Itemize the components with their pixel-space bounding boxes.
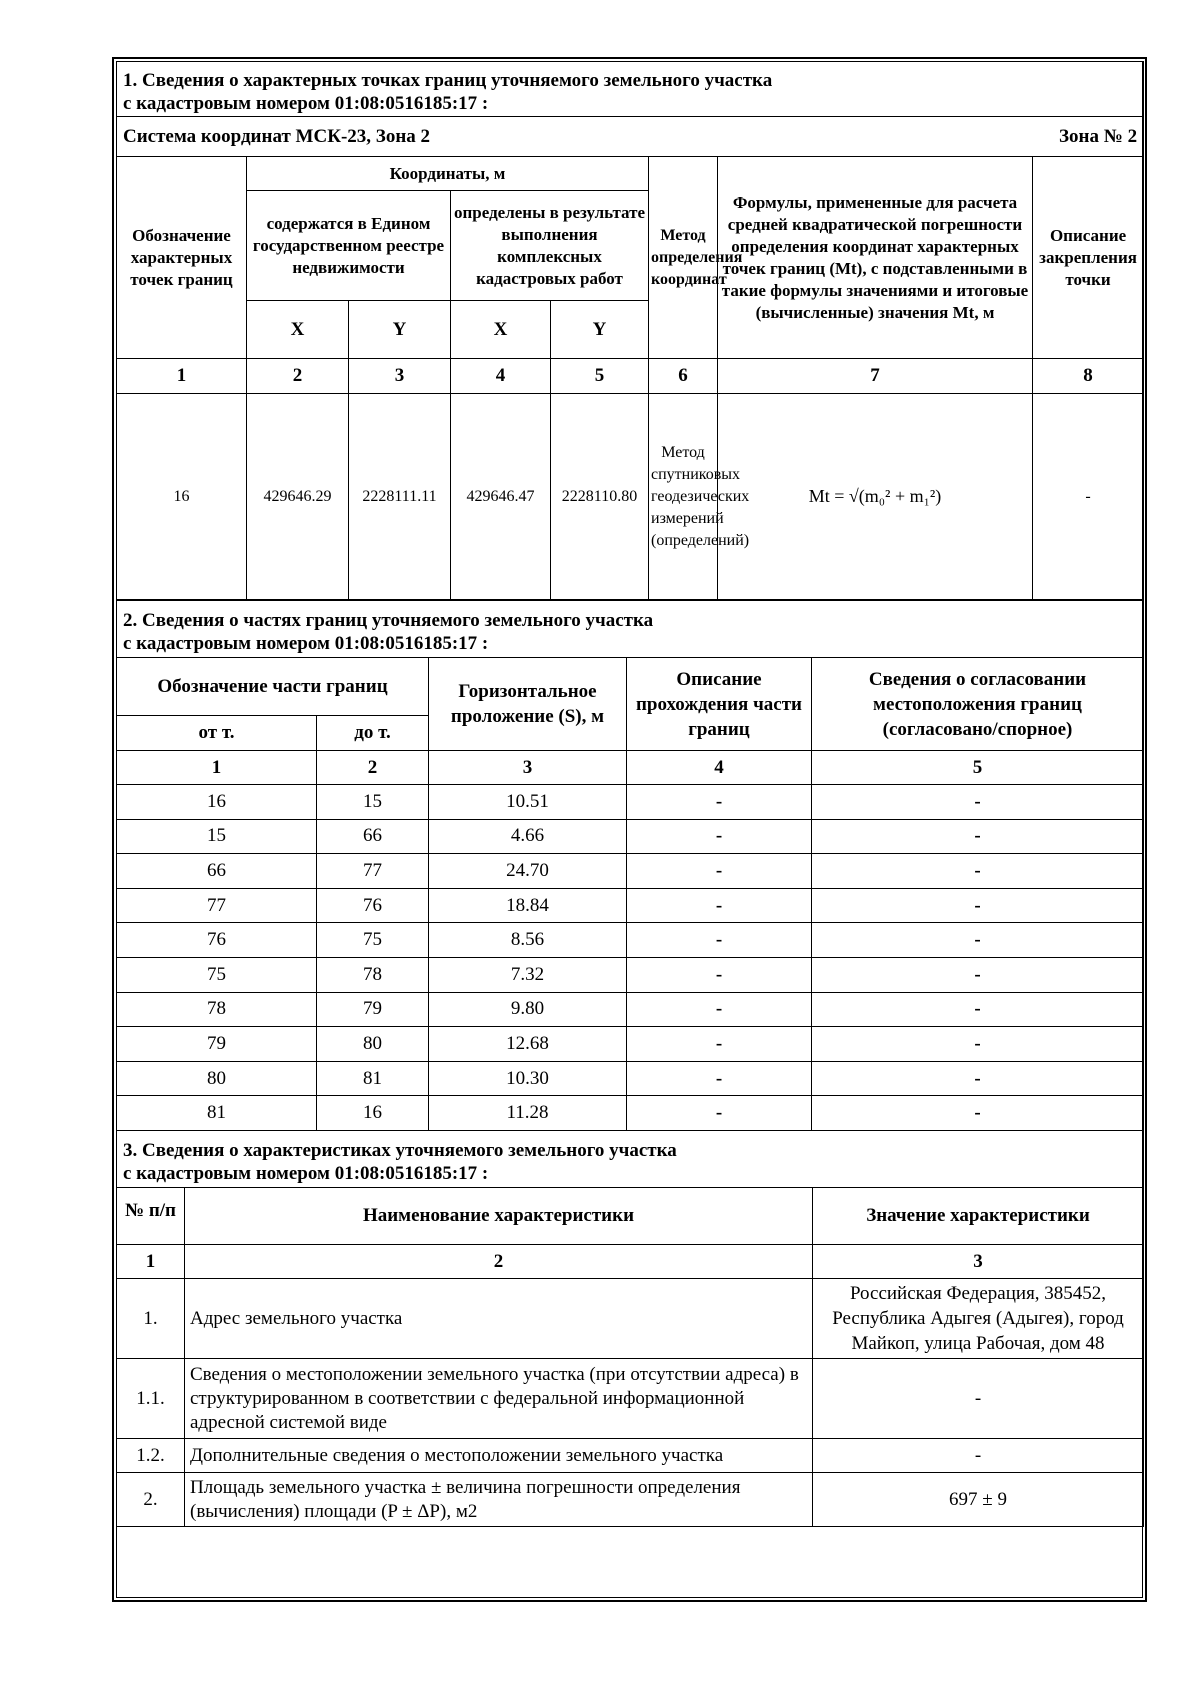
header-egrn: содержатся в Едином государственном реестре недвижимости	[247, 191, 451, 301]
header-determined: определены в результате выполнения комплексных кадастровых работ	[451, 191, 649, 301]
point-y-determined: 2228110.80	[551, 394, 649, 600]
part-from: 75	[117, 957, 317, 992]
char-name: Адрес земельного участка	[185, 1279, 813, 1359]
part-passage: -	[627, 888, 812, 923]
boundary-part-row	[117, 1061, 1144, 1096]
part-length: 9.80	[429, 992, 627, 1027]
char-name: Площадь земельного участка ± величина погрешности определения (вычисления) площади (P ± ΔP), м2	[185, 1473, 813, 1527]
char-num: 2.	[117, 1473, 185, 1527]
section3-title-line2: с кадастровым номером 01:08:0516185:17 :	[123, 1163, 489, 1184]
section1-table	[116, 61, 1144, 600]
section2-title-line1: 2. Сведения о частях границ уточняемого земельного участка	[123, 610, 654, 631]
point-name: 16	[117, 394, 247, 600]
header-description: Описание закрепления точки	[1033, 157, 1144, 359]
part-from: 16	[117, 785, 317, 820]
part-to: 80	[317, 1027, 429, 1062]
part-length: 7.32	[429, 957, 627, 992]
part-agreement: -	[812, 923, 1144, 958]
boundary-part-row	[117, 923, 1144, 958]
boundary-part-row	[117, 854, 1144, 889]
part-length: 4.66	[429, 819, 627, 854]
part-agreement: -	[812, 888, 1144, 923]
part-from: 80	[117, 1061, 317, 1096]
part-from: 76	[117, 923, 317, 958]
header-name: Наименование характеристики	[185, 1188, 813, 1245]
col-number: 1	[117, 1245, 185, 1279]
section2-table	[116, 600, 1144, 1131]
header-x1: X	[247, 301, 349, 359]
char-name: Дополнительные сведения о местоположении земельного участка	[185, 1439, 813, 1473]
boundary-part-row	[117, 888, 1144, 923]
char-num: 1.1.	[117, 1359, 185, 1439]
part-from: 15	[117, 819, 317, 854]
part-from: 78	[117, 992, 317, 1027]
part-from: 77	[117, 888, 317, 923]
part-to: 77	[317, 854, 429, 889]
section2-title-line2: с кадастровым номером 01:08:0516185:17 :	[123, 633, 489, 654]
col-number: 2	[247, 359, 349, 394]
header-part: Обозначение части границ	[117, 658, 429, 716]
section2-title	[117, 601, 1144, 658]
header-value: Значение характеристики	[813, 1188, 1144, 1245]
col-number: 5	[551, 359, 649, 394]
point-description: -	[1033, 394, 1144, 600]
part-from: 66	[117, 854, 317, 889]
char-value: 697 ± 9	[813, 1473, 1144, 1527]
part-to: 15	[317, 785, 429, 820]
char-num: 1.	[117, 1279, 185, 1359]
characteristic-row	[117, 1439, 1144, 1473]
section3-table	[116, 1130, 1144, 1527]
boundary-part-row	[117, 957, 1144, 992]
boundary-part-row	[117, 1027, 1144, 1062]
part-passage: -	[627, 819, 812, 854]
point-row	[117, 394, 1144, 600]
characteristic-row	[117, 1359, 1144, 1439]
part-to: 75	[317, 923, 429, 958]
part-to: 79	[317, 992, 429, 1027]
part-length: 8.56	[429, 923, 627, 958]
col-number: 2	[185, 1245, 813, 1279]
header-num: № п/п	[117, 1188, 185, 1245]
col-number: 7	[718, 359, 1033, 394]
part-from: 81	[117, 1096, 317, 1131]
part-agreement: -	[812, 992, 1144, 1027]
col-number: 1	[117, 751, 317, 785]
point-method: Метод спутниковых геодезических измерений (определений)	[649, 394, 718, 600]
section1-title-line2: с кадастровым номером 01:08:0516185:17 :	[123, 93, 489, 114]
char-value: -	[813, 1359, 1144, 1439]
header-horizontal: Горизонтальное проложение (S), м	[429, 658, 627, 751]
header-from: от т.	[117, 716, 317, 751]
part-passage: -	[627, 854, 812, 889]
part-length: 18.84	[429, 888, 627, 923]
part-agreement: -	[812, 785, 1144, 820]
col-number: 3	[349, 359, 451, 394]
col-number: 2	[317, 751, 429, 785]
part-passage: -	[627, 785, 812, 820]
part-to: 81	[317, 1061, 429, 1096]
boundary-part-row	[117, 1096, 1144, 1131]
col-number: 4	[627, 751, 812, 785]
char-num: 1.2.	[117, 1439, 185, 1473]
col-number: 3	[813, 1245, 1144, 1279]
part-to: 78	[317, 957, 429, 992]
part-length: 10.30	[429, 1061, 627, 1096]
section3-title	[117, 1131, 1144, 1188]
header-passage: Описание прохождения части границ	[627, 658, 812, 751]
section1-title-line1: 1. Сведения о характерных точках границ уточняемого земельного участка	[123, 70, 773, 91]
part-to: 66	[317, 819, 429, 854]
point-x-determined: 429646.47	[451, 394, 551, 600]
boundary-part-row	[117, 819, 1144, 854]
char-value: Российская Федерация, 385452, Республика Адыгея (Адыгея), город Майкоп, улица Рабочая, дом 48	[813, 1279, 1144, 1359]
part-passage: -	[627, 1061, 812, 1096]
part-passage: -	[627, 923, 812, 958]
part-agreement: -	[812, 957, 1144, 992]
header-formulas: Формулы, примененные для расчета средней квадратической погрешности определения координат характерных точек границ (Mt), с подставленными в такие формулы значениями и итоговые (вычисленные) значения Mt, м	[718, 157, 1033, 359]
coord-system: Система координат МСК-23, Зона 2	[123, 125, 431, 147]
header-method: Метод определения координат	[649, 157, 718, 359]
part-agreement: -	[812, 854, 1144, 889]
part-to: 76	[317, 888, 429, 923]
part-length: 12.68	[429, 1027, 627, 1062]
part-agreement: -	[812, 1061, 1144, 1096]
part-agreement: -	[812, 1096, 1144, 1131]
col-number: 6	[649, 359, 718, 394]
header-y1: Y	[349, 301, 451, 359]
col-number: 8	[1033, 359, 1144, 394]
part-passage: -	[627, 1096, 812, 1131]
boundary-part-row	[117, 992, 1144, 1027]
header-designation: Обозначение характерных точек границ	[117, 157, 247, 359]
characteristic-row	[117, 1279, 1144, 1359]
part-to: 16	[317, 1096, 429, 1131]
part-agreement: -	[812, 819, 1144, 854]
point-y-egrn: 2228111.11	[349, 394, 451, 600]
zone-label: Зона № 2	[1059, 125, 1138, 147]
header-coordinates: Координаты, м	[247, 157, 649, 191]
char-name: Сведения о местоположении земельного участка (при отсутствии адреса) в структурированном в соответствии с федеральной информационной адресной системой виде	[185, 1359, 813, 1439]
part-agreement: -	[812, 1027, 1144, 1062]
point-x-egrn: 429646.29	[247, 394, 349, 600]
header-x2: X	[451, 301, 551, 359]
part-from: 79	[117, 1027, 317, 1062]
section1-title	[117, 62, 1144, 117]
boundary-part-row	[117, 785, 1144, 820]
part-passage: -	[627, 957, 812, 992]
part-length: 11.28	[429, 1096, 627, 1131]
header-to: до т.	[317, 716, 429, 751]
coord-system-row	[117, 117, 1144, 157]
col-number: 3	[429, 751, 627, 785]
col-number: 4	[451, 359, 551, 394]
point-formula: Mt = √(m₀² + m₁²)	[718, 394, 1033, 600]
section3-title-line1: 3. Сведения о характеристиках уточняемого земельного участка	[123, 1140, 677, 1161]
header-agreement: Сведения о согласовании местоположения границ (согласовано/спорное)	[812, 658, 1144, 751]
char-value: -	[813, 1439, 1144, 1473]
header-y2: Y	[551, 301, 649, 359]
col-number: 1	[117, 359, 247, 394]
part-passage: -	[627, 1027, 812, 1062]
part-length: 24.70	[429, 854, 627, 889]
characteristic-row	[117, 1473, 1144, 1527]
col-number: 5	[812, 751, 1144, 785]
part-passage: -	[627, 992, 812, 1027]
part-length: 10.51	[429, 785, 627, 820]
